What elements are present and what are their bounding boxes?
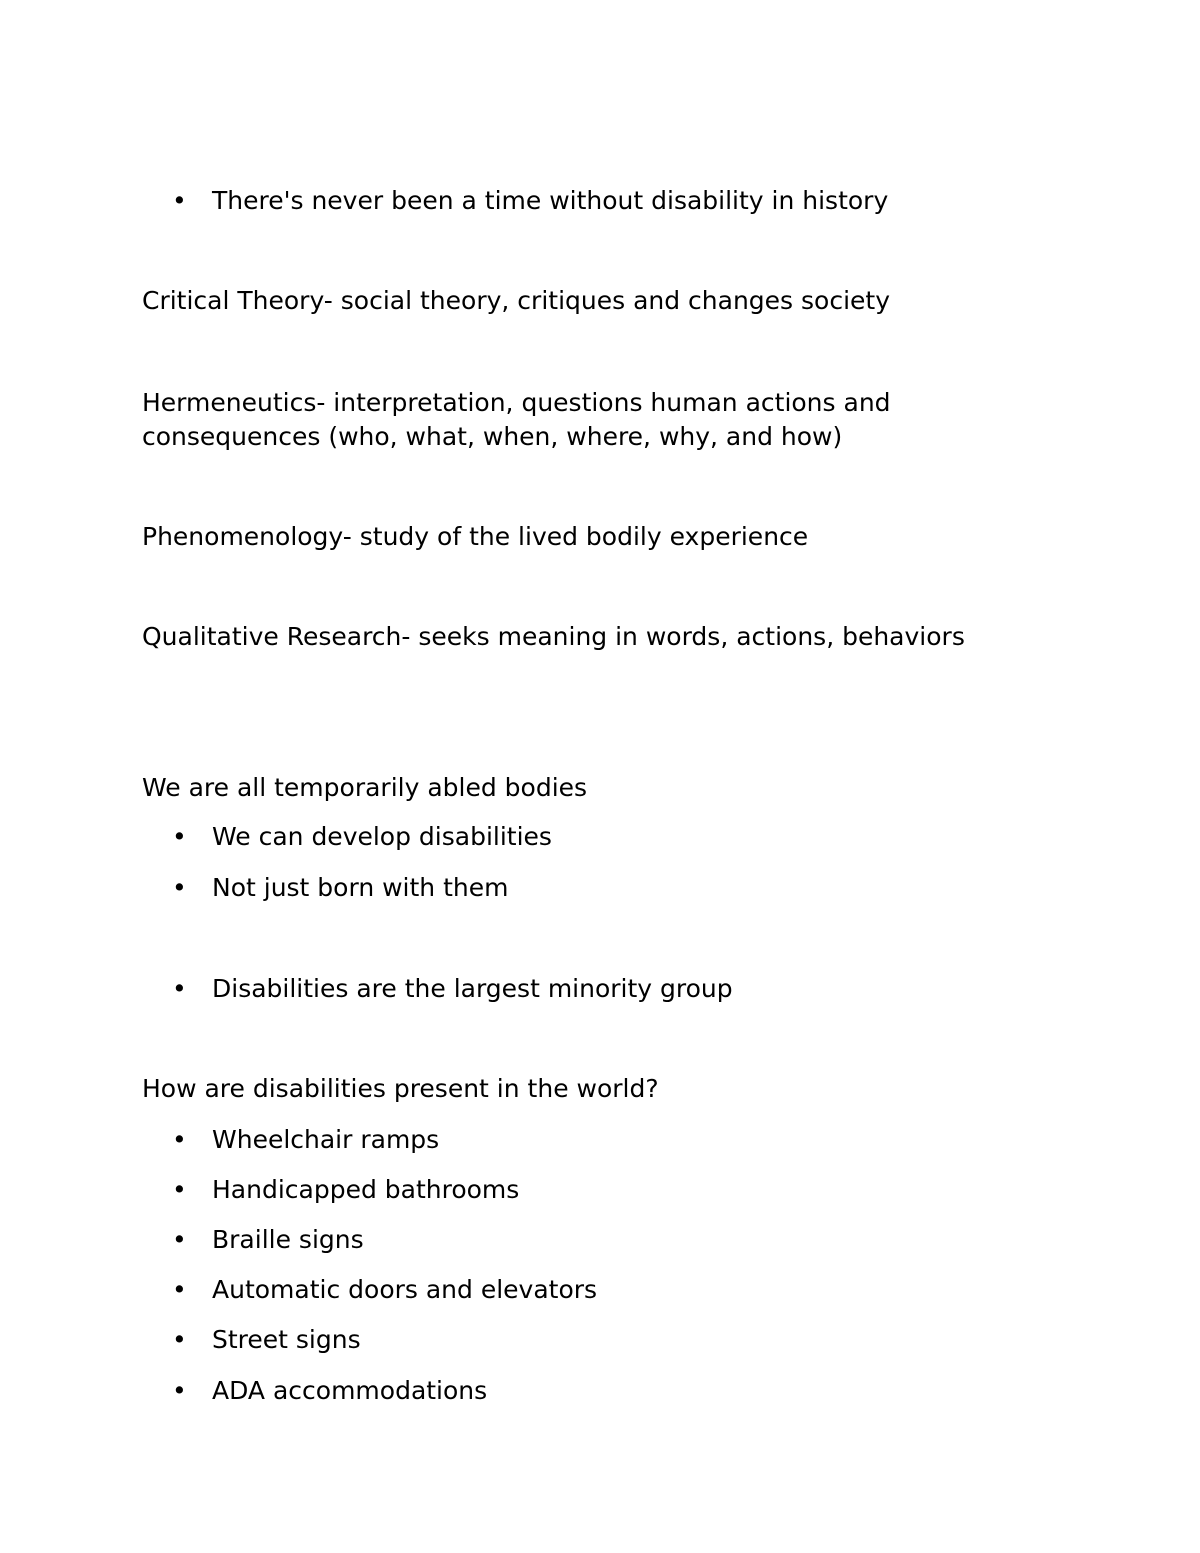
bullet-icon: • <box>172 1125 187 1154</box>
bullet-icon: • <box>172 1325 187 1354</box>
bullet-icon: • <box>172 186 187 215</box>
bullet-text: We can develop disabilities <box>212 822 552 851</box>
bullet-text: ADA accommodations <box>212 1376 488 1405</box>
bullet-icon: • <box>172 1376 187 1405</box>
definition-qualitative-research: Qualitative Research- seeks meaning in words, actions, behaviors <box>142 622 965 651</box>
bullet-icon: • <box>172 822 187 851</box>
bullet-text: Disabilities are the largest minority group <box>212 974 733 1003</box>
bullet-icon: • <box>172 974 187 1003</box>
bullet-text: Handicapped bathrooms <box>212 1175 520 1204</box>
bullet-icon: • <box>172 873 187 902</box>
bullet-icon: • <box>172 1225 187 1254</box>
bullet-text: Wheelchair ramps <box>212 1125 440 1154</box>
bullet-text: Street signs <box>212 1325 361 1354</box>
bullet-text: There's never been a time without disability in history <box>212 186 889 215</box>
present-in-world-heading: How are disabilities present in the world? <box>142 1074 659 1103</box>
bullet-icon: • <box>172 1275 187 1304</box>
definition-hermeneutics-line-1: Hermeneutics- interpretation, questions human actions and <box>142 388 891 417</box>
definition-hermeneutics-line-2: consequences (who, what, when, where, why, and how) <box>142 422 843 451</box>
definition-critical-theory: Critical Theory- social theory, critiques and changes society <box>142 286 891 315</box>
bullet-text: Automatic doors and elevators <box>212 1275 598 1304</box>
definition-phenomenology: Phenomenology- study of the lived bodily experience <box>142 522 809 551</box>
bullet-text: Not just born with them <box>212 873 509 902</box>
temporarily-abled-heading: We are all temporarily abled bodies <box>142 773 588 802</box>
bullet-icon: • <box>172 1175 187 1204</box>
bullet-text: Braille signs <box>212 1225 364 1254</box>
